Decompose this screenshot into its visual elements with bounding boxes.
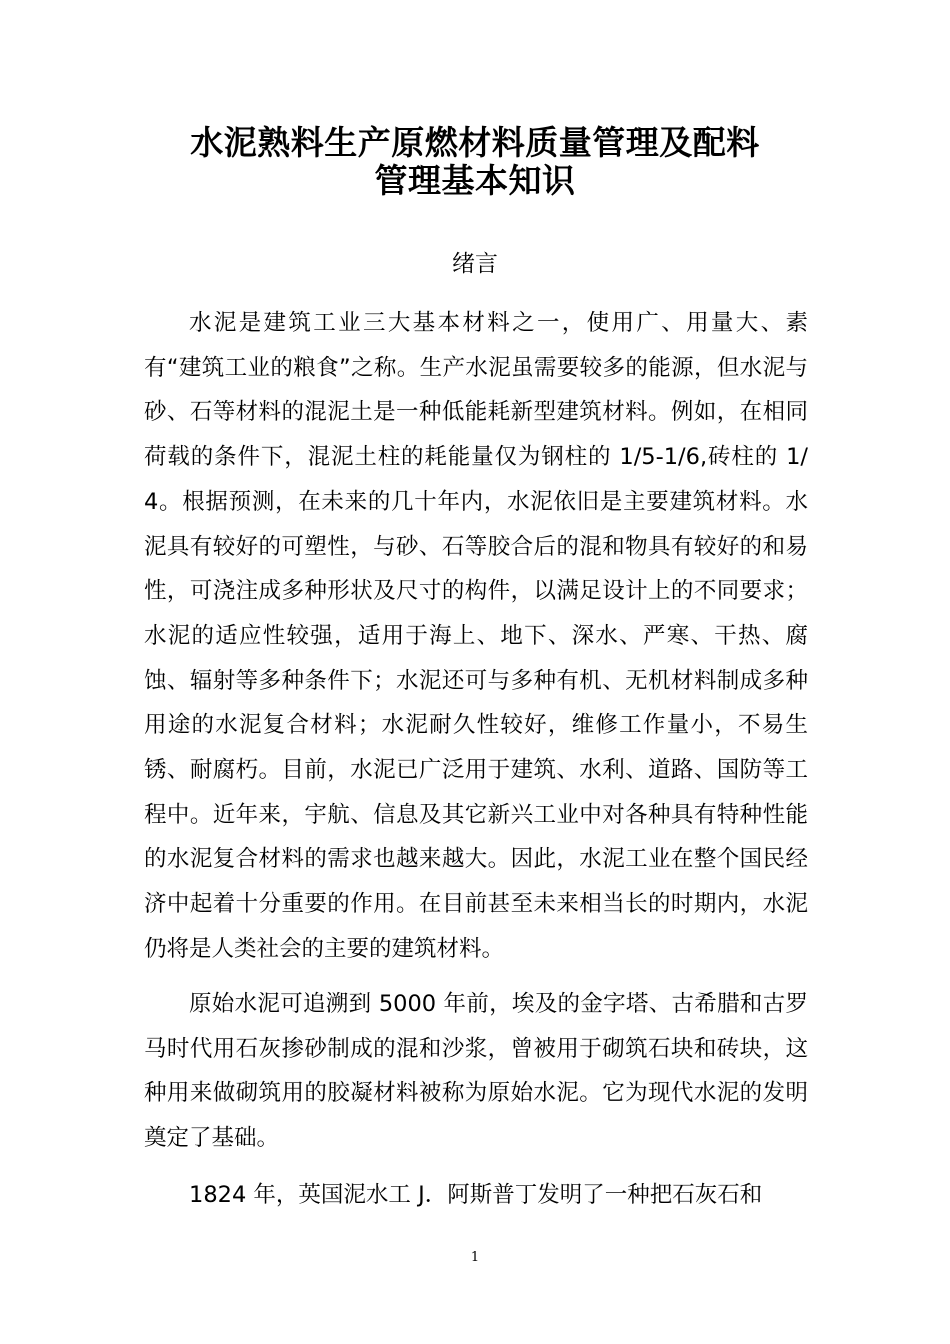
body-paragraph-3: 1824 年，英国泥水工 J．阿斯普丁发明了一种把石灰石和 [189, 1182, 763, 1208]
document-title-line-1: 水泥熟料生产原燃材料质量管理及配料 [190, 123, 760, 162]
document-title-line-2: 管理基本知识 [374, 161, 576, 200]
body-paragraph-2: 原始水泥可追溯到 5000 年前，埃及的金字塔、古希腊和古罗马时代用石灰掺砂制成的混和沙浆，曾被用于砌筑石块和砖块，这种用来做砌筑用的胶凝材料被称为原始水泥。它为现代水泥的发明奠定了基础。 [144, 991, 808, 1152]
section-heading: 绪言 [452, 251, 498, 277]
body-paragraph-1: 水泥是建筑工业三大基本材料之一，使用广、用量大、素有“建筑工业的粮食”之称。生产水泥虽需要较多的能源，但水泥与砂、石等材料的混泥土是一种低能耗新型建筑材料。例如，在相同荷载的条件下，混泥土柱的耗能量仅为钢柱的 1/5-1/6,砖柱的 1/4。根据预测，在未来的几十年内，水泥依旧是主要建筑材料。水泥具有较好的可塑性，与砂、石等胶合后的混和物具有较好的和易性，可浇注成多种形状及尺寸的构件，以满足设计上的不同要求；水泥的适应性较强，适用于海上、地下、深水、严寒、干热、腐蚀、辐射等多种条件下；水泥还可与多种有机、无机材料制成多种用途的水泥复合材料；水泥耐久性较好，维修工作量小，不易生锈、耐腐朽。目前，水泥已广泛用于建筑、水利、道路、国防等工程中。近年来，宇航、信息及其它新兴工业中对各种具有特种性能的水泥复合材料的需求也越来越大。因此，水泥工业在整个国民经济中起着十分重要的作用。在目前甚至未来相当长的时期内，水泥仍将是人类社会的主要的建筑材料。 [144, 310, 808, 962]
page-number: 1 [470, 1250, 480, 1265]
